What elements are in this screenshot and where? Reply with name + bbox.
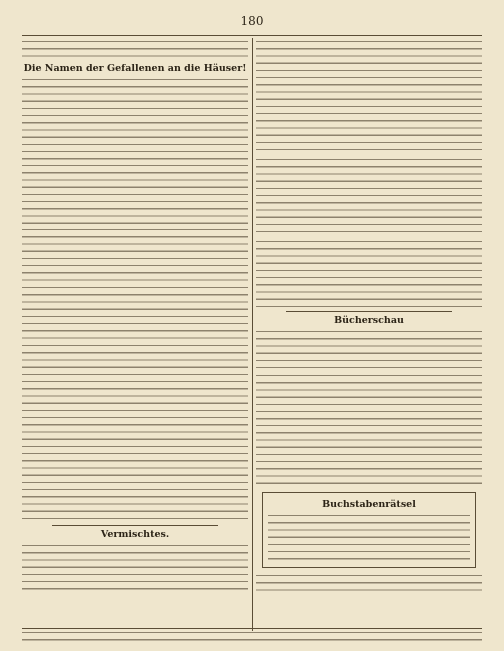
article-heading: Die Namen der Gefallenen an die Häuser!: [23, 63, 247, 74]
intro-paragraph: [22, 38, 248, 60]
riddle-box: [262, 492, 476, 568]
article-paragraph: [22, 226, 248, 284]
book-entry: [256, 372, 482, 422]
column-divider: [248, 38, 256, 631]
right-paragraph: [256, 156, 482, 238]
article-paragraph: [22, 284, 248, 342]
footer: [22, 628, 482, 642]
misc-heading: Vermischtes.: [100, 529, 170, 540]
columns: [22, 38, 482, 631]
publisher-imprint: [22, 629, 482, 643]
misc-paragraph: [22, 542, 248, 592]
article-paragraph: [22, 414, 248, 522]
riddle-heading: Buchstabenrätsel: [322, 499, 416, 510]
right-paragraph: [256, 238, 482, 308]
right-column: [256, 38, 482, 631]
article-paragraph: [22, 76, 248, 162]
header-rule: [22, 35, 482, 36]
article-paragraph: [22, 342, 248, 414]
right-paragraph: [256, 38, 482, 156]
section-rule: [52, 525, 218, 526]
riddle-text: [268, 512, 470, 564]
book-entry: [256, 422, 482, 488]
article-paragraph: [22, 162, 248, 226]
left-column: [22, 38, 248, 631]
page-header: [22, 10, 482, 32]
page-number: 180: [240, 14, 264, 28]
right-lower-paragraph: [256, 572, 482, 594]
section-rule: [286, 311, 452, 312]
books-heading: Bücherschau: [334, 315, 404, 326]
book-entry: [256, 328, 482, 372]
